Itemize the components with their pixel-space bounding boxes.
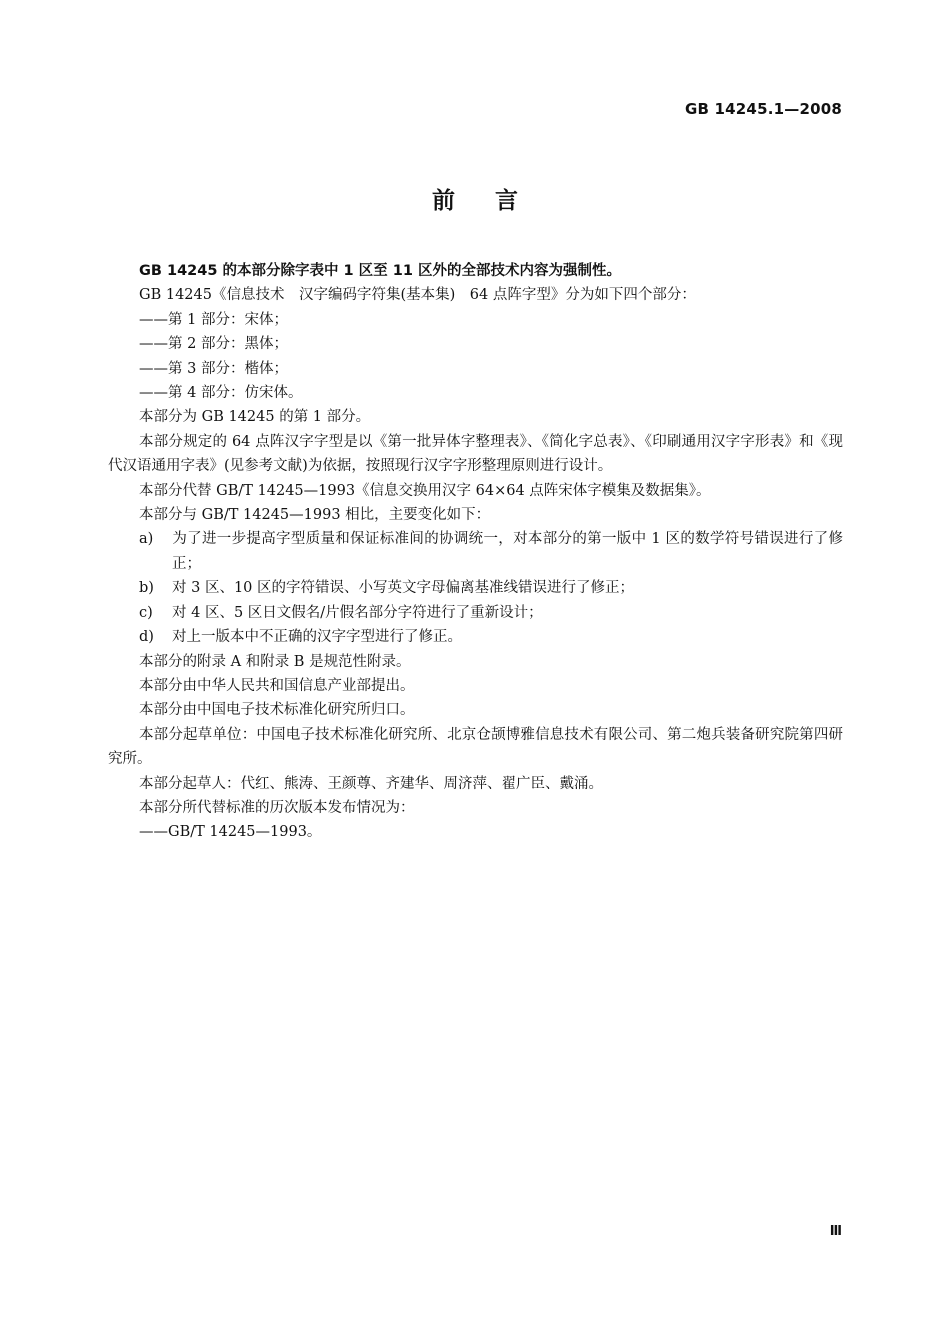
history-intro: 本部分所代替标准的历次版本发布情况为： <box>139 799 415 816</box>
change-item <box>108 601 843 625</box>
change-label: d) <box>139 629 154 646</box>
change-label: b) <box>139 580 154 597</box>
part-2: ——第 2 部分：黑体； <box>139 336 288 353</box>
page-number: Ⅲ <box>829 1224 842 1239</box>
changes-intro: 本部分与 GB/T 14245—1993 相比，主要变化如下： <box>139 507 491 524</box>
annex-paragraph: 本部分的附录 A 和附录 B 是规范性附录。 <box>139 653 411 670</box>
change-text: 为了进一步提高字型质量和保证标准间的协调统一，对本部分的第一版中 1 区的数学符号错误进行了修正； <box>172 531 843 572</box>
page-title: 前言 <box>432 188 558 214</box>
standard-code: GB 14245.1—2008 <box>684 100 842 118</box>
drafting-units-paragraph: 本部分起草单位：中国电子技术标准化研究所、北京仓颉博雅信息技术有限公司、第二炮兵装备研究院第四研究所。 <box>108 726 843 768</box>
proposer-paragraph: 本部分由中华人民共和国信息产业部提出。 <box>139 677 415 694</box>
change-text: 对 3 区、10 区的字符错误、小写英文字母偏离基准线错误进行了修正； <box>172 580 635 597</box>
change-item <box>108 576 843 600</box>
part-4: ——第 4 部分：仿宋体。 <box>139 385 303 402</box>
part-statement: 本部分为 GB 14245 的第 1 部分。 <box>139 409 371 426</box>
change-item <box>108 625 843 649</box>
change-label: c) <box>139 604 153 621</box>
basis-paragraph: 本部分规定的 64 点阵汉字字型是以《第一批异体字整理表》、《简化字总表》、《印刷通用汉字字形表》和《现代汉语通用字表》(见参考文献)为依据，按照现行汉字字形整理原则进行设计。 <box>108 433 843 475</box>
part-1: ——第 1 部分：宋体； <box>139 311 288 328</box>
change-text: 对上一版本中不正确的汉字字型进行了修正。 <box>172 629 462 646</box>
change-label: a) <box>139 531 154 548</box>
change-item <box>108 527 843 576</box>
replaces-paragraph: 本部分代替 GB/T 14245—1993《信息交换用汉字 64×64 点阵宋体字模集及数据集》。 <box>139 482 711 499</box>
history-item: ——GB/T 14245—1993。 <box>139 824 322 841</box>
mandatory-statement: GB 14245 的本部分除字表中 1 区至 11 区外的全部技术内容为强制性。 <box>139 263 621 279</box>
drafters-paragraph: 本部分起草人：代红、熊涛、王颜尊、齐建华、周济萍、翟广臣、戴涌。 <box>139 775 603 792</box>
management-paragraph: 本部分由中国电子技术标准化研究所归口。 <box>139 702 415 719</box>
parts-intro: GB 14245《信息技术 汉字编码字符集(基本集) 64 点阵字型》分为如下四个部分： <box>139 287 696 304</box>
document-body <box>108 259 843 845</box>
part-3: ——第 3 部分：楷体； <box>139 360 288 377</box>
change-text: 对 4 区、5 区日文假名/片假名部分字符进行了重新设计； <box>172 604 543 621</box>
